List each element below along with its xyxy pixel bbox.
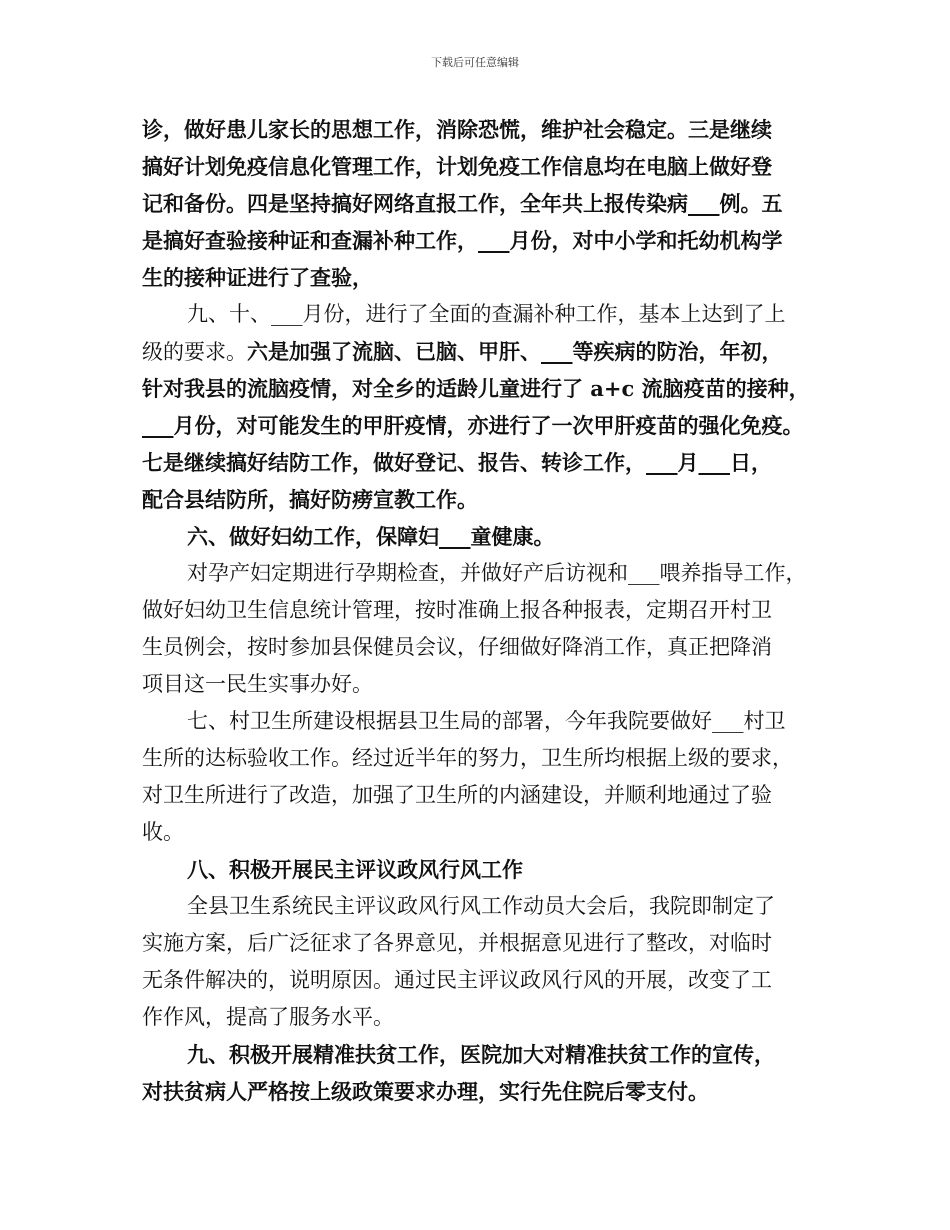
text-line	[142, 1073, 827, 1110]
text-line	[142, 481, 827, 518]
text-line	[142, 777, 827, 814]
text-line	[142, 518, 827, 555]
text-line	[142, 1036, 827, 1073]
text-segment: 是搞好查验接种证和查漏补种工作，___月份，对中小学和托幼机构学	[142, 228, 783, 253]
text-line	[142, 851, 827, 888]
text-segment: 做好妇幼卫生信息统计管理，按时准确上报各种报表，定期召开村卫	[142, 598, 772, 622]
text-segment: 记和备份。四是坚持搞好网络直报工作，全年共上报传染病___例。五	[142, 191, 783, 216]
text-line	[142, 185, 827, 222]
text-segment: 对孕产妇定期进行孕期检查，并做好产后访视和___喂养指导工作，	[187, 561, 807, 585]
text-segment: 九、十、___月份，进行了全面的查漏补种工作，基本上达到了上	[187, 302, 786, 326]
text-line	[142, 888, 827, 925]
text-segment: 作作风，提高了服务水平。	[142, 1005, 394, 1029]
text-line	[142, 111, 827, 148]
text-line	[142, 555, 827, 592]
text-line	[142, 629, 827, 666]
text-line	[142, 592, 827, 629]
text-line	[142, 962, 827, 999]
text-line	[142, 222, 827, 259]
text-segment: 六是加强了流脑、已脑、甲肝、___等疾病的防治，年初，	[247, 339, 783, 364]
text-segment: 级的要求。	[142, 340, 247, 364]
text-segment: 生的接种证进行了查验，	[142, 265, 373, 290]
text-line	[142, 296, 827, 333]
text-segment: 六、做好妇幼工作，保障妇___童健康。	[187, 524, 555, 549]
text-line	[142, 444, 827, 481]
text-segment: 对扶贫病人严格按上级政策要求办理，实行先住院后零支付。	[142, 1079, 709, 1104]
text-line	[142, 999, 827, 1036]
text-segment: 对卫生所进行了改造，加强了卫生所的内涵建设，并顺利地通过了验	[142, 783, 772, 807]
text-segment: 生员例会，按时参加县保健员会议，仔细做好降消工作，真正把降消	[142, 635, 772, 659]
text-line	[142, 370, 827, 407]
text-segment: 诊，做好患儿家长的思想工作，消除恐慌，维护社会稳定。三是继续	[142, 117, 772, 142]
text-line	[142, 740, 827, 777]
text-line	[142, 666, 827, 703]
text-segment: 九、积极开展精准扶贫工作，医院加大对精准扶贫工作的宣传，	[187, 1042, 775, 1067]
page-header: 下载后可任意编辑	[431, 56, 519, 69]
text-segment: 针对我县的流脑疫情，对全乡的适龄儿童进行了 a+c 流脑疫苗的接种，	[142, 376, 810, 401]
text-segment: 生所的达标验收工作。经过近半年的努力，卫生所均根据上级的要求，	[142, 746, 793, 770]
text-line	[142, 333, 827, 370]
text-segment: 七是继续搞好结防工作，做好登记、报告、转诊工作，___月___日，	[142, 450, 772, 475]
text-segment: 无条件解决的，说明原因。通过民主评议政风行风的开展，改变了工	[142, 968, 772, 992]
text-segment: 项目这一民生实事办好。	[142, 672, 373, 696]
text-line	[142, 925, 827, 962]
document-body	[142, 111, 827, 1110]
text-line	[142, 703, 827, 740]
text-segment: 配合县结防所，搞好防痨宣教工作。	[142, 487, 478, 512]
text-line	[142, 814, 827, 851]
text-segment: 实施方案，后广泛征求了各界意见，并根据意见进行了整改，对临时	[142, 931, 772, 955]
text-line	[142, 259, 827, 296]
text-segment: 搞好计划免疫信息化管理工作，计划免疫工作信息均在电脑上做好登	[142, 154, 772, 179]
text-segment: 八、积极开展民主评议政风行风工作	[187, 857, 523, 882]
text-line	[142, 407, 827, 444]
text-line	[142, 148, 827, 185]
text-segment: ___月份，对可能发生的甲肝疫情，亦进行了一次甲肝疫苗的强化免疫。	[142, 413, 804, 438]
text-segment: 收。	[142, 820, 184, 844]
text-segment: 全县卫生系统民主评议政风行风工作动员大会后，我院即制定了	[187, 894, 775, 918]
text-segment: 七、村卫生所建设根据县卫生局的部署，今年我院要做好___村卫	[187, 709, 786, 733]
